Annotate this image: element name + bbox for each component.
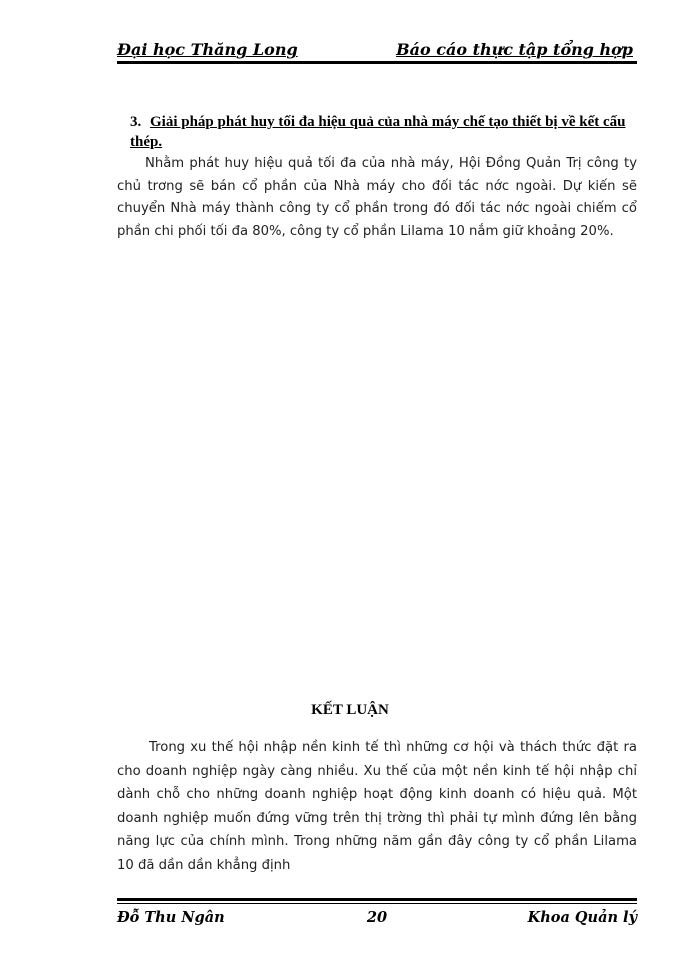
page-footer <box>117 909 637 931</box>
header-rule <box>117 61 637 64</box>
footer-rule-thick <box>117 898 637 901</box>
header-report-title: Báo cáo thực tập tổng hợp <box>396 40 633 59</box>
section-paragraph: Nhằm phát huy hiệu quả tối đa của nhà máy, Hội Đồng Quản Trị công ty chủ trơng sẽ bán cổ phần của Nhà máy cho đối tác nớc ngoài. Dự kiến sẽ chuyển Nhà máy thành công ty cổ phần trong đó đối tác nớc ngoài chiếm cổ phần chi phối tối đa 80%, công ty cổ phần Lilama 10 nắm giữ khoảng 20%. <box>117 156 637 239</box>
conclusion-title: KẾT LUẬN <box>311 702 389 718</box>
header-university: Đại học Thăng Long <box>117 40 298 59</box>
section-heading <box>130 112 640 152</box>
footer-author: Đỗ Thu Ngân <box>117 909 225 926</box>
section-number: 3. <box>130 114 142 130</box>
conclusion-paragraph: Trong xu thế hội nhập nền kinh tế thì những cơ hội và thách thức đặt ra cho doanh nghiệp ngày càng nhiều. Xu thế của một nền kinh tế hội nhập chỉ dành chỗ cho những doanh nghiệp hoạt động kinh doanh có hiệu quả. Một doanh nghiệp muốn đứng vững trên thị trờng thì phải tự mình đứng lên bằng năng lực của chính mình. Trong những năm gần đây công ty cổ phần Lilama 10 đã dần dần khẳng định <box>117 740 637 873</box>
page-number: 20 <box>366 909 388 926</box>
section-title: Giải pháp phát huy tối đa hiệu quả của nhà máy chế tạo thiết bị về kết cấu thép. <box>130 114 626 150</box>
footer-department: Khoa Quản lý <box>527 909 637 926</box>
footer-rule-thin <box>117 903 637 904</box>
